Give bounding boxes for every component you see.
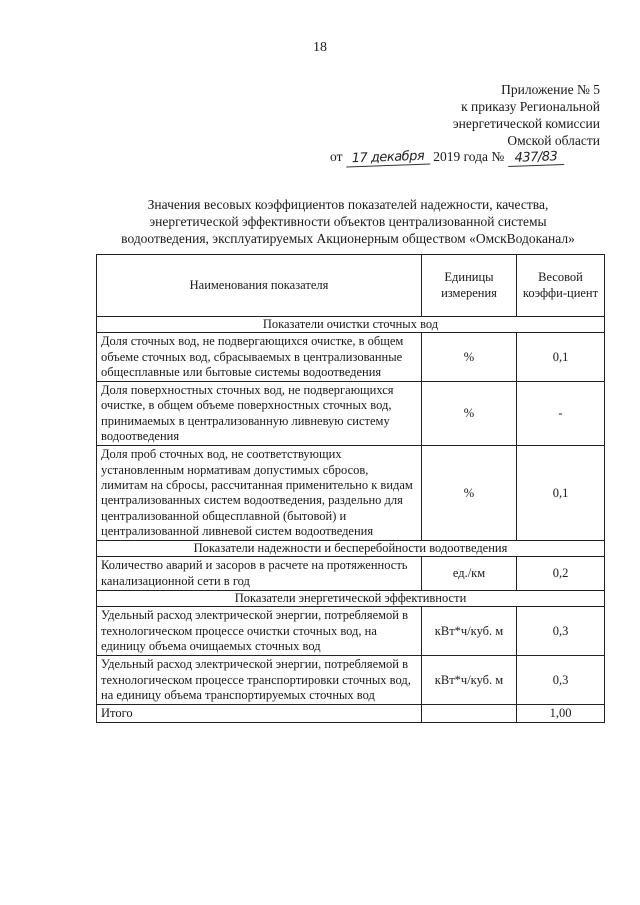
title-line: водоотведения, эксплуатируемых Акционерным обществом «ОмскВодоканал» <box>121 231 575 246</box>
section-row <box>97 541 605 557</box>
table-header-row <box>97 255 605 317</box>
indicator-coef: 0,3 <box>517 607 605 656</box>
table-row <box>97 333 605 382</box>
appendix-region: Омской области <box>507 133 600 148</box>
appendix-title: Приложение № 5 <box>501 82 600 97</box>
document-title <box>88 196 608 247</box>
header-unit: Единицы измерения <box>422 255 517 317</box>
total-label: Итого <box>97 705 422 723</box>
title-line: Значения весовых коэффициентов показателей надежности, качества, <box>147 197 549 212</box>
coefficients-table <box>96 254 605 723</box>
from-label: от <box>330 149 343 164</box>
section-row <box>97 591 605 607</box>
table-row <box>97 382 605 446</box>
indicator-name: Доля поверхностных сточных вод, не подвергающихся очистке, в общем объеме поверхностных сточных вод, принимаемых в централизованную ливневую систему водоотведения <box>97 382 422 446</box>
indicator-unit: % <box>422 382 517 446</box>
indicator-coef: 0,1 <box>517 446 605 541</box>
total-coef: 1,00 <box>517 705 605 723</box>
indicator-name: Доля сточных вод, не подвергающихся очистке, в общем объеме сточных вод, сбрасываемых в централизованные общесплавные или бытовые системы водоотведения <box>97 333 422 382</box>
title-line: энергетической эффективности объектов централизованной системы <box>149 214 547 229</box>
indicator-name: Удельный расход электрической энергии, потребляемой в технологическом процессе очистки сточных вод, на единицу объема очищаемых сточных вод <box>97 607 422 656</box>
total-row <box>97 705 605 723</box>
indicator-unit: кВт*ч/куб. м <box>422 607 517 656</box>
handwritten-order-number: 437/83 <box>507 149 564 167</box>
total-unit <box>422 705 517 723</box>
indicator-coef: 0,3 <box>517 656 605 705</box>
indicator-coef: 0,1 <box>517 333 605 382</box>
section-row <box>97 317 605 333</box>
page-number: 18 <box>313 40 327 55</box>
indicator-unit: % <box>422 333 517 382</box>
year-text: 2019 года № <box>433 149 505 164</box>
table-row <box>97 557 605 591</box>
table-row <box>97 446 605 541</box>
header-coef: Весовой коэффи-циент <box>517 255 605 317</box>
section-title: Показатели энергетической эффективности <box>97 591 605 607</box>
indicator-unit: ед./км <box>422 557 517 591</box>
indicator-coef: - <box>517 382 605 446</box>
indicator-unit: % <box>422 446 517 541</box>
section-title: Показатели очистки сточных вод <box>97 317 605 333</box>
order-date-line <box>330 149 564 166</box>
header-name: Наименования показателя <box>97 255 422 317</box>
table-row <box>97 656 605 705</box>
handwritten-date: 17 декабря <box>346 149 431 168</box>
indicator-coef: 0,2 <box>517 557 605 591</box>
indicator-name: Удельный расход электрической энергии, потребляемой в технологическом процессе транспортировки сточных вод, на единицу объема транспортируемых сточных вод <box>97 656 422 705</box>
appendix-order-ref: к приказу Региональной <box>461 99 600 114</box>
indicator-name: Количество аварий и засоров в расчете на протяженность канализационной сети в год <box>97 557 422 591</box>
indicator-name: Доля проб сточных вод, не соответствующих установленным нормативам допустимых сбросов, лимитам на сбросы, рассчитанная применительно к видам централизованных систем водоотведения, раздельно для централизованной общесплавной (бытовой) и централизованной ливневой систем водоотведения <box>97 446 422 541</box>
section-title: Показатели надежности и бесперебойности водоотведения <box>97 541 605 557</box>
table-row <box>97 607 605 656</box>
appendix-block <box>340 81 600 149</box>
indicator-unit: кВт*ч/куб. м <box>422 656 517 705</box>
appendix-commission: энергетической комиссии <box>452 116 600 131</box>
